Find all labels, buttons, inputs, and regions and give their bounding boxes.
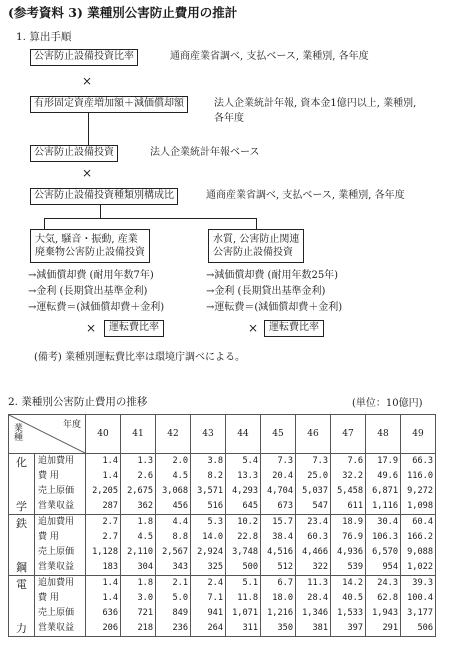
- section2-heading: 2. 業種別公害防止費用の推移: [8, 396, 148, 408]
- value: 4,466: [302, 547, 328, 557]
- value-cell: [226, 576, 261, 637]
- industry-char: 鋼: [16, 561, 27, 574]
- value: 18.0: [272, 593, 293, 603]
- value-cell: [331, 576, 366, 637]
- value: 8.2: [207, 471, 223, 481]
- value-cell: [121, 515, 156, 576]
- row-label: 売上原価: [38, 547, 75, 557]
- value: 4.4: [172, 517, 188, 527]
- value: 2,924: [197, 547, 223, 557]
- value-cell: [156, 454, 191, 515]
- step1-box: 公害防止設備投資比率: [30, 49, 138, 66]
- step2-box: 有形固定資産増加額＋減価償却額: [30, 96, 188, 113]
- value-cell: [226, 454, 261, 515]
- value: 2.4: [207, 578, 223, 588]
- row-label: 追加費用: [38, 456, 75, 466]
- value: 304: [137, 562, 153, 572]
- value: 1,022: [407, 562, 433, 572]
- value: 116.0: [407, 471, 433, 481]
- industry-char: 電: [16, 578, 27, 591]
- value: 2,567: [162, 547, 188, 557]
- value: 38.4: [272, 532, 293, 542]
- left-branch-line: →金利 (長期貸出基準金利): [28, 286, 148, 297]
- row-label: 追加費用: [38, 517, 75, 527]
- branch-right: [256, 218, 257, 229]
- value-cell: [86, 576, 121, 637]
- value-cell: [366, 576, 401, 637]
- year-header: 46: [296, 415, 331, 454]
- value: 10.2: [237, 517, 258, 527]
- right-ratio-box: 運転費比率: [264, 320, 324, 337]
- industry-name: [9, 454, 35, 515]
- value-cell: [86, 515, 121, 576]
- value: 40.5: [342, 593, 363, 603]
- unit-label: (単位：10億円): [352, 398, 423, 409]
- value: 17.9: [377, 456, 398, 466]
- value: 350: [277, 623, 293, 633]
- value: 264: [207, 623, 223, 633]
- value-cell: [401, 576, 436, 637]
- value: 14.0: [202, 532, 223, 542]
- header-row: [9, 415, 436, 454]
- value: 30.4: [377, 517, 398, 527]
- value: 62.8: [377, 593, 398, 603]
- corner-industry-label: 業種: [12, 423, 22, 441]
- row-labels: [35, 454, 86, 515]
- year-header: 45: [261, 415, 296, 454]
- value: 2.7: [102, 532, 118, 542]
- value-cell: [86, 454, 121, 515]
- times-sign: ×: [86, 321, 97, 335]
- value: 8.8: [172, 532, 188, 542]
- row-label: 売上原価: [38, 486, 75, 496]
- value: 9,088: [407, 547, 433, 557]
- value-cell: [331, 515, 366, 576]
- right-branch-line: →金利 (長期貸出基準金利): [206, 286, 326, 297]
- value: 500: [242, 562, 258, 572]
- section1-heading: 1. 算出手順: [16, 31, 72, 43]
- value: 1,071: [232, 608, 258, 618]
- value: 381: [312, 623, 328, 633]
- value-cell: [121, 576, 156, 637]
- value: 39.3: [412, 578, 433, 588]
- value-cell: [191, 454, 226, 515]
- row-labels: [35, 576, 86, 637]
- value-cell: [191, 515, 226, 576]
- value: 6.7: [277, 578, 293, 588]
- branch-bar: [44, 218, 256, 219]
- industry-name: [9, 576, 35, 637]
- right-branch-box-line: 水質, 公害防止関連: [213, 234, 300, 245]
- times-sign: ×: [82, 74, 93, 88]
- value-cell: [156, 576, 191, 637]
- value: 218: [137, 623, 153, 633]
- value: 100.4: [407, 593, 433, 603]
- value: 23.4: [307, 517, 328, 527]
- row-label: 追加費用: [38, 578, 75, 588]
- times-sign: ×: [82, 166, 93, 180]
- value: 516: [207, 501, 223, 511]
- value: 287: [102, 501, 118, 511]
- value: 66.3: [412, 456, 433, 466]
- value: 611: [347, 501, 363, 511]
- value-cell: [261, 454, 296, 515]
- row-label: 費 用: [38, 593, 59, 603]
- value: 3,177: [407, 608, 433, 618]
- year-header: 42: [156, 415, 191, 454]
- value: 5,458: [337, 486, 363, 496]
- value-cell: [366, 515, 401, 576]
- step3-box: 公害防止設備投資: [30, 145, 118, 162]
- value: 4.5: [137, 532, 153, 542]
- value: 11.3: [307, 578, 328, 588]
- year-header: 49: [401, 415, 436, 454]
- step4-desc: 通商産業省調べ, 支払ベース, 業種別, 各年度: [206, 190, 405, 201]
- value: 397: [347, 623, 363, 633]
- value: 456: [172, 501, 188, 511]
- year-header: 43: [191, 415, 226, 454]
- value: 1,098: [407, 501, 433, 511]
- row-label: 営業収益: [38, 501, 75, 511]
- value-cell: [121, 454, 156, 515]
- value: 1,346: [302, 608, 328, 618]
- value: 343: [172, 562, 188, 572]
- times-sign: ×: [248, 321, 259, 335]
- value: 1,943: [372, 608, 398, 618]
- value: 1.4: [102, 456, 118, 466]
- page-title: (参考資料 3) 業種別公害防止費用の推計: [8, 5, 238, 20]
- value: 941: [207, 608, 223, 618]
- industry-row: [9, 454, 436, 515]
- value: 673: [277, 501, 293, 511]
- value: 1,128: [92, 547, 118, 557]
- industry-row: [9, 515, 436, 576]
- value: 3.8: [207, 456, 223, 466]
- value: 5,037: [302, 486, 328, 496]
- year-header: 47: [331, 415, 366, 454]
- value: 311: [242, 623, 258, 633]
- value: 14.2: [342, 578, 363, 588]
- row-label: 売上原価: [38, 608, 75, 618]
- right-branch-line: →運転費＝(減価償却費＋金利): [206, 302, 343, 313]
- value: 206: [102, 623, 118, 633]
- step2-desc2: 各年度: [214, 113, 244, 124]
- value: 7.3: [277, 456, 293, 466]
- value: 22.8: [237, 532, 258, 542]
- year-header: 41: [121, 415, 156, 454]
- row-label: 費 用: [38, 532, 59, 542]
- right-branch-line: →減価償却費 (耐用年数25年): [206, 270, 339, 281]
- value: 76.9: [342, 532, 363, 542]
- value-cell: [191, 576, 226, 637]
- value: 1,533: [337, 608, 363, 618]
- value: 2,110: [127, 547, 153, 557]
- industry-name: [9, 515, 35, 576]
- value: 1,116: [372, 501, 398, 511]
- value-cell: [331, 454, 366, 515]
- year-header: 48: [366, 415, 401, 454]
- value: 1.4: [102, 471, 118, 481]
- value-cell: [401, 454, 436, 515]
- value: 32.2: [342, 471, 363, 481]
- value: 49.6: [377, 471, 398, 481]
- arrow-line: [88, 112, 89, 145]
- value-cell: [261, 576, 296, 637]
- left-branch-box: [30, 229, 150, 263]
- value: 291: [382, 623, 398, 633]
- value: 362: [137, 501, 153, 511]
- value: 849: [172, 608, 188, 618]
- value: 6,871: [372, 486, 398, 496]
- left-branch-box-line: 廃棄物公害防止設備投資: [35, 247, 145, 258]
- value: 5.4: [242, 456, 258, 466]
- value: 4,516: [267, 547, 293, 557]
- value: 1.3: [137, 456, 153, 466]
- value: 11.8: [237, 593, 258, 603]
- left-ratio-box: 運転費比率: [104, 320, 164, 337]
- row-label: 営業収益: [38, 623, 75, 633]
- year-header: 40: [86, 415, 121, 454]
- value: 539: [347, 562, 363, 572]
- right-branch-box-line: 公害防止設備投資: [213, 247, 293, 258]
- value: 1.4: [102, 593, 118, 603]
- left-branch-box-line: 大気, 騒音・振動, 産業: [35, 234, 138, 245]
- value: 15.7: [272, 517, 293, 527]
- value: 1.8: [137, 517, 153, 527]
- value: 5.3: [207, 517, 223, 527]
- industry-char: 学: [16, 500, 27, 513]
- value-cell: [261, 515, 296, 576]
- value: 24.3: [377, 578, 398, 588]
- value: 3,748: [232, 547, 258, 557]
- value: 721: [137, 608, 153, 618]
- value: 3,068: [162, 486, 188, 496]
- value: 1,216: [267, 608, 293, 618]
- value: 5.1: [242, 578, 258, 588]
- value: 60.4: [412, 517, 433, 527]
- value-cell: [296, 576, 331, 637]
- value: 322: [312, 562, 328, 572]
- value: 13.3: [237, 471, 258, 481]
- value: 4,293: [232, 486, 258, 496]
- value: 2.6: [137, 471, 153, 481]
- value-cell: [296, 515, 331, 576]
- value: 2.1: [172, 578, 188, 588]
- value: 28.4: [307, 593, 328, 603]
- value: 106.3: [372, 532, 398, 542]
- note: (備考) 業種別運転費比率は環境庁調べによる。: [34, 352, 245, 363]
- value-cell: [156, 515, 191, 576]
- value: 18.9: [342, 517, 363, 527]
- value: 636: [102, 608, 118, 618]
- row-label: 費 用: [38, 471, 59, 481]
- value: 2.7: [102, 517, 118, 527]
- value: 5.0: [172, 593, 188, 603]
- value: 3.0: [137, 593, 153, 603]
- value-cell: [296, 454, 331, 515]
- industry-char: 化: [16, 456, 27, 469]
- value: 3,571: [197, 486, 223, 496]
- right-branch-box: [208, 229, 304, 263]
- corner-year-label: 年度: [62, 420, 81, 430]
- row-labels: [35, 515, 86, 576]
- industry-char: 鉄: [16, 517, 27, 530]
- value: 183: [102, 562, 118, 572]
- value: 60.3: [307, 532, 328, 542]
- value: 2,205: [92, 486, 118, 496]
- value: 6,570: [372, 547, 398, 557]
- value: 25.0: [307, 471, 328, 481]
- value: 645: [242, 501, 258, 511]
- value: 325: [207, 562, 223, 572]
- value: 954: [382, 562, 398, 572]
- row-label: 営業収益: [38, 562, 75, 572]
- value: 7.6: [347, 456, 363, 466]
- value: 506: [417, 623, 433, 633]
- value: 7.1: [207, 593, 223, 603]
- value: 2.0: [172, 456, 188, 466]
- industry-row: [9, 576, 436, 637]
- step3-desc: 法人企業統計年報ベース: [150, 147, 260, 158]
- value: 512: [277, 562, 293, 572]
- value: 236: [172, 623, 188, 633]
- value: 1.8: [137, 578, 153, 588]
- value: 20.4: [272, 471, 293, 481]
- corner-cell: [9, 415, 86, 454]
- value: 2,675: [127, 486, 153, 496]
- value: 1.4: [102, 578, 118, 588]
- step2-desc: 法人企業統計年報, 資本金1億円以上, 業種別,: [214, 98, 417, 109]
- industry-char: 力: [16, 622, 27, 635]
- value: 4.5: [172, 471, 188, 481]
- value: 166.2: [407, 532, 433, 542]
- value: 4,704: [267, 486, 293, 496]
- value-cell: [401, 515, 436, 576]
- value: 547: [312, 501, 328, 511]
- left-branch-line: →減価償却費 (耐用年数7年): [28, 270, 154, 281]
- step4-box: 公害防止設備投資種類別構成比: [30, 188, 178, 205]
- cost-table: [8, 414, 436, 637]
- value-cell: [226, 515, 261, 576]
- value: 9,272: [407, 486, 433, 496]
- left-branch-line: →運転費＝(減価償却費＋金利): [28, 302, 165, 313]
- branch-stem: [100, 204, 101, 218]
- value: 4,936: [337, 547, 363, 557]
- step1-desc: 通商産業省調べ, 支払ベース, 業種別, 各年度: [170, 51, 369, 62]
- year-header: 44: [226, 415, 261, 454]
- branch-left: [44, 218, 45, 229]
- value-cell: [366, 454, 401, 515]
- value: 7.3: [312, 456, 328, 466]
